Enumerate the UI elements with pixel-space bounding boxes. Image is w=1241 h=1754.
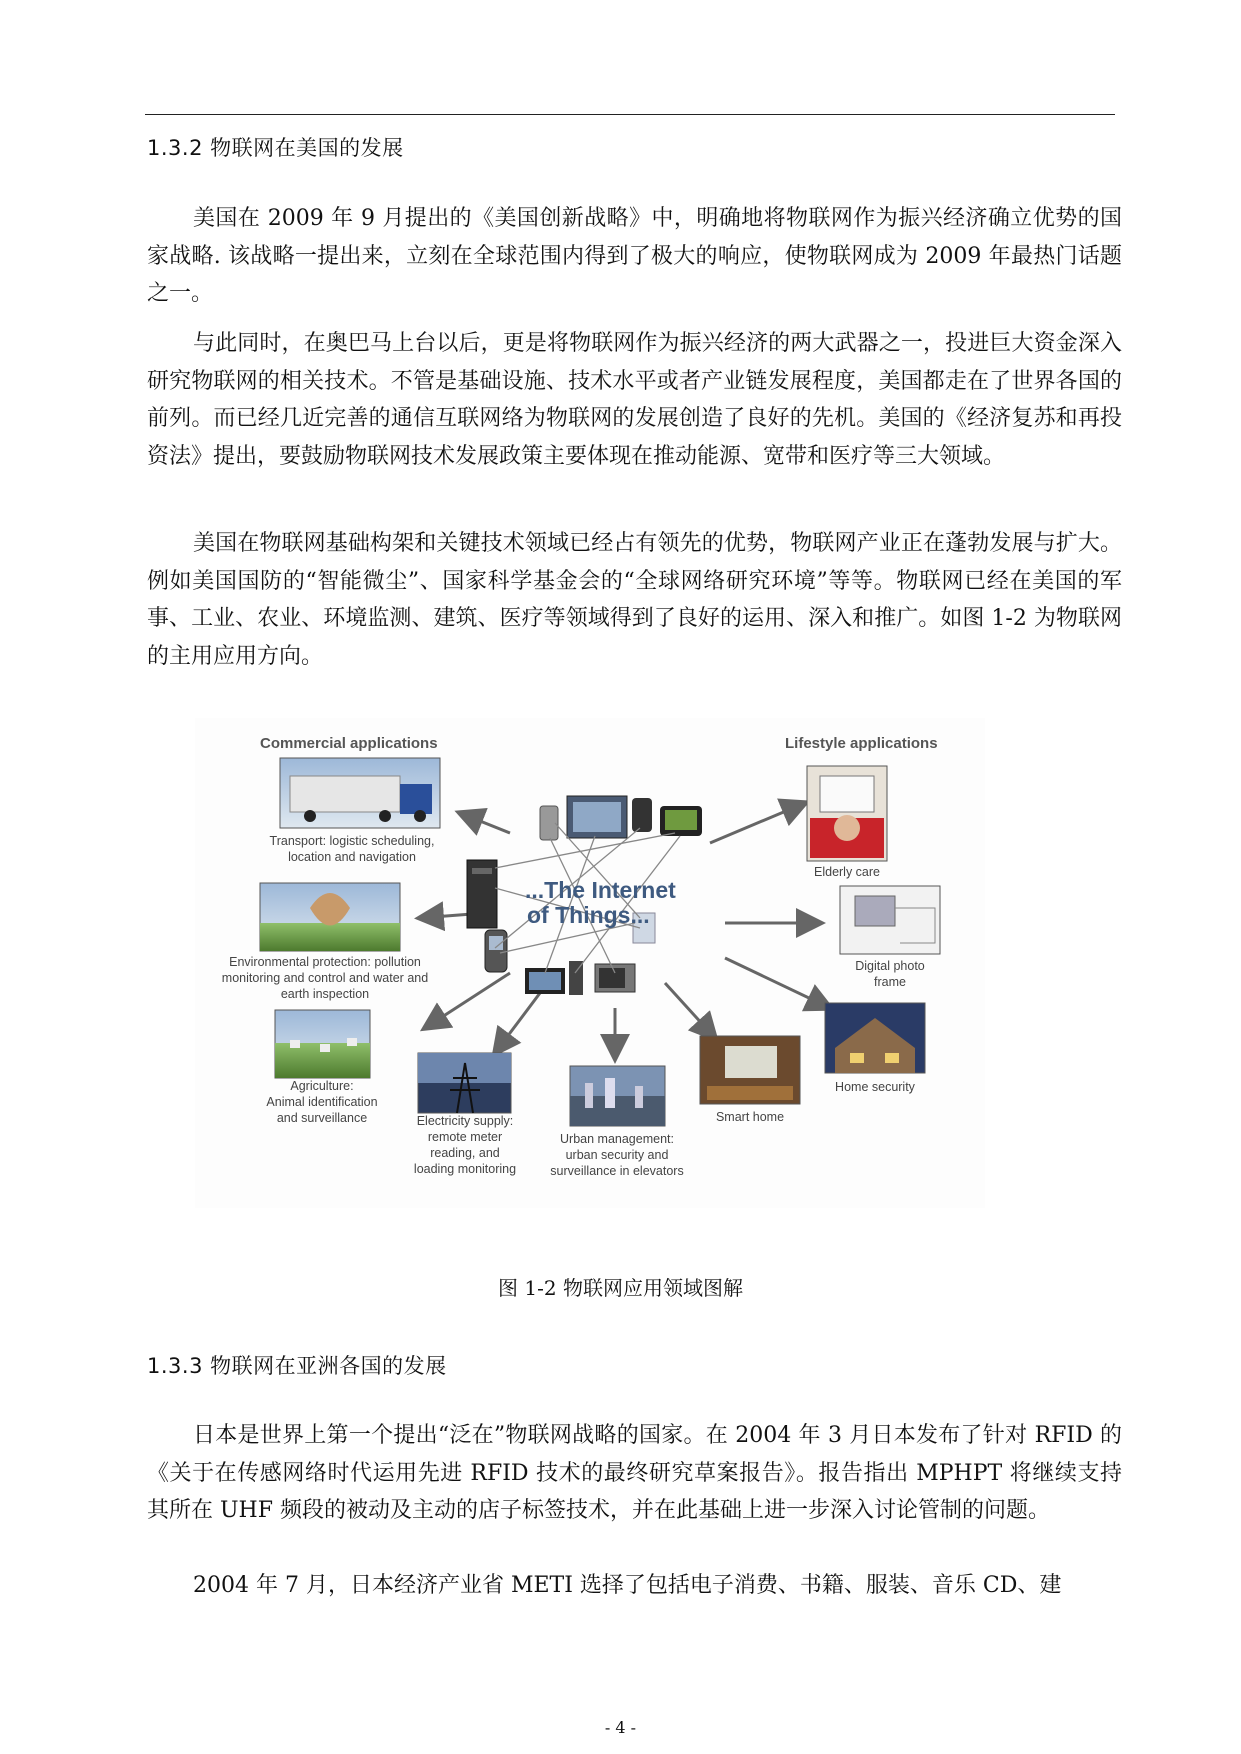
electricity-label-1: Electricity supply: — [416, 1114, 514, 1128]
urban-image — [570, 1066, 665, 1126]
section-heading-1-3-2: 1.3.2 物联网在美国的发展 — [147, 136, 404, 160]
electricity-label-3: reading, and — [430, 1146, 500, 1160]
environment-image — [260, 883, 400, 951]
figure-heading-commercial: Commercial applications — [260, 735, 438, 752]
paragraph-japan-rfid: 日本是世界上第一个提出“泛在”物联网战略的国家。在 2004 年 3 月日本发布了针对 RFID 的 《关于在传感网络时代运用先进 RFID 技术的最终研究草案报告》。报告指出 MPHPT 将继续支持其所在 UHF 频段的被动及主动的店子标签技术，并在此基础上进一步深入讨论管制的问题。 — [147, 1423, 1122, 1523]
environment-label-1: Environmental protection: pollution — [229, 955, 421, 969]
elderly-care-image — [807, 766, 887, 861]
transport-label-2: location and navigation — [288, 850, 416, 864]
home-security-label: Home security — [835, 1080, 915, 1094]
photo-frame-image — [840, 886, 940, 954]
environment-label-2: monitoring and control and water and — [221, 971, 429, 985]
page-number: - 4 - — [604, 1718, 637, 1737]
environment-label-3: earth inspection — [280, 987, 370, 1001]
transport-label-1: Transport: logistic scheduling, — [269, 834, 435, 848]
elderly-care-label: Elderly care — [814, 865, 880, 879]
electricity-label-2: remote meter — [427, 1130, 503, 1144]
transport-image — [280, 758, 440, 828]
center-label-line2: of Things... — [527, 902, 650, 928]
header-rule — [145, 114, 1115, 115]
paragraph-us-leadership: 美国在物联网基础构架和关键技术领域已经占有领先的优势，物联网产业正在蓬勃发展与扩大。例如美国国防的“智能微尘”、国家科学基金会的“全球网络研究环境”等等。物联网已经在美国的军事、工业、农业、环境监测、建筑、医疗等领域得到了良好的运用、深入和推广。如图 1-2 为物联网的主用应用方向。 — [147, 531, 1122, 669]
agriculture-image — [275, 1010, 370, 1078]
device-cluster — [467, 796, 702, 995]
paragraph-obama: 与此同时，在奥巴马上台以后，更是将物联网作为振兴经济的两大武器之一，投进巨大资金深入研究物联网的相关技术。不管是基础设施、技术水平或者产业链发展程度，美国都走在了世界各国的前列。而已经几近完善的通信互联网络为物联网的发展创造了良好的先机。美国的《经济复苏和再投资法》提出，要鼓励物联网技术发展政策主要体现在推动能源、宽带和医疗等三大领域。 — [147, 331, 1122, 469]
iot-application-figure — [195, 718, 985, 1208]
agriculture-label-1: Agriculture: — [290, 1079, 354, 1093]
paragraph-japan-meti: 2004 年 7 月，日本经济产业省 METI 选择了包括电子消费、书籍、服装、音乐 CD、建 — [193, 1573, 1062, 1598]
figure-heading-lifestyle: Lifestyle applications — [785, 735, 938, 752]
electricity-label-4: loading monitoring — [413, 1162, 517, 1176]
figure-caption: 图 1-2 物联网应用领域图解 — [498, 1276, 743, 1300]
paragraph-us-strategy: 美国在 2009 年 9 月提出的《美国创新战略》中，明确地将物联网作为振兴经济确立优势的国家战略. 该战略一提出来，立刻在全球范围内得到了极大的响应，使物联网成为 2009 年最热门话题之一。 — [147, 206, 1122, 306]
photo-frame-label-1: Digital photo — [855, 959, 925, 973]
center-label-line1: ...The Internet — [525, 877, 676, 903]
urban-label-2: urban security and — [565, 1148, 669, 1162]
smart-home-image — [700, 1036, 800, 1104]
smart-home-label: Smart home — [715, 1110, 785, 1124]
agriculture-label-2: Animal identification — [266, 1095, 378, 1109]
agriculture-label-3: and surveillance — [276, 1111, 368, 1125]
section-heading-1-3-3: 1.3.3 物联网在亚洲各国的发展 — [147, 1354, 447, 1378]
urban-label-1: Urban management: — [560, 1132, 674, 1146]
home-security-image — [825, 1003, 925, 1073]
electricity-image — [418, 1053, 511, 1113]
photo-frame-label-2: frame — [874, 975, 906, 989]
urban-label-3: surveillance in elevators — [550, 1164, 684, 1178]
